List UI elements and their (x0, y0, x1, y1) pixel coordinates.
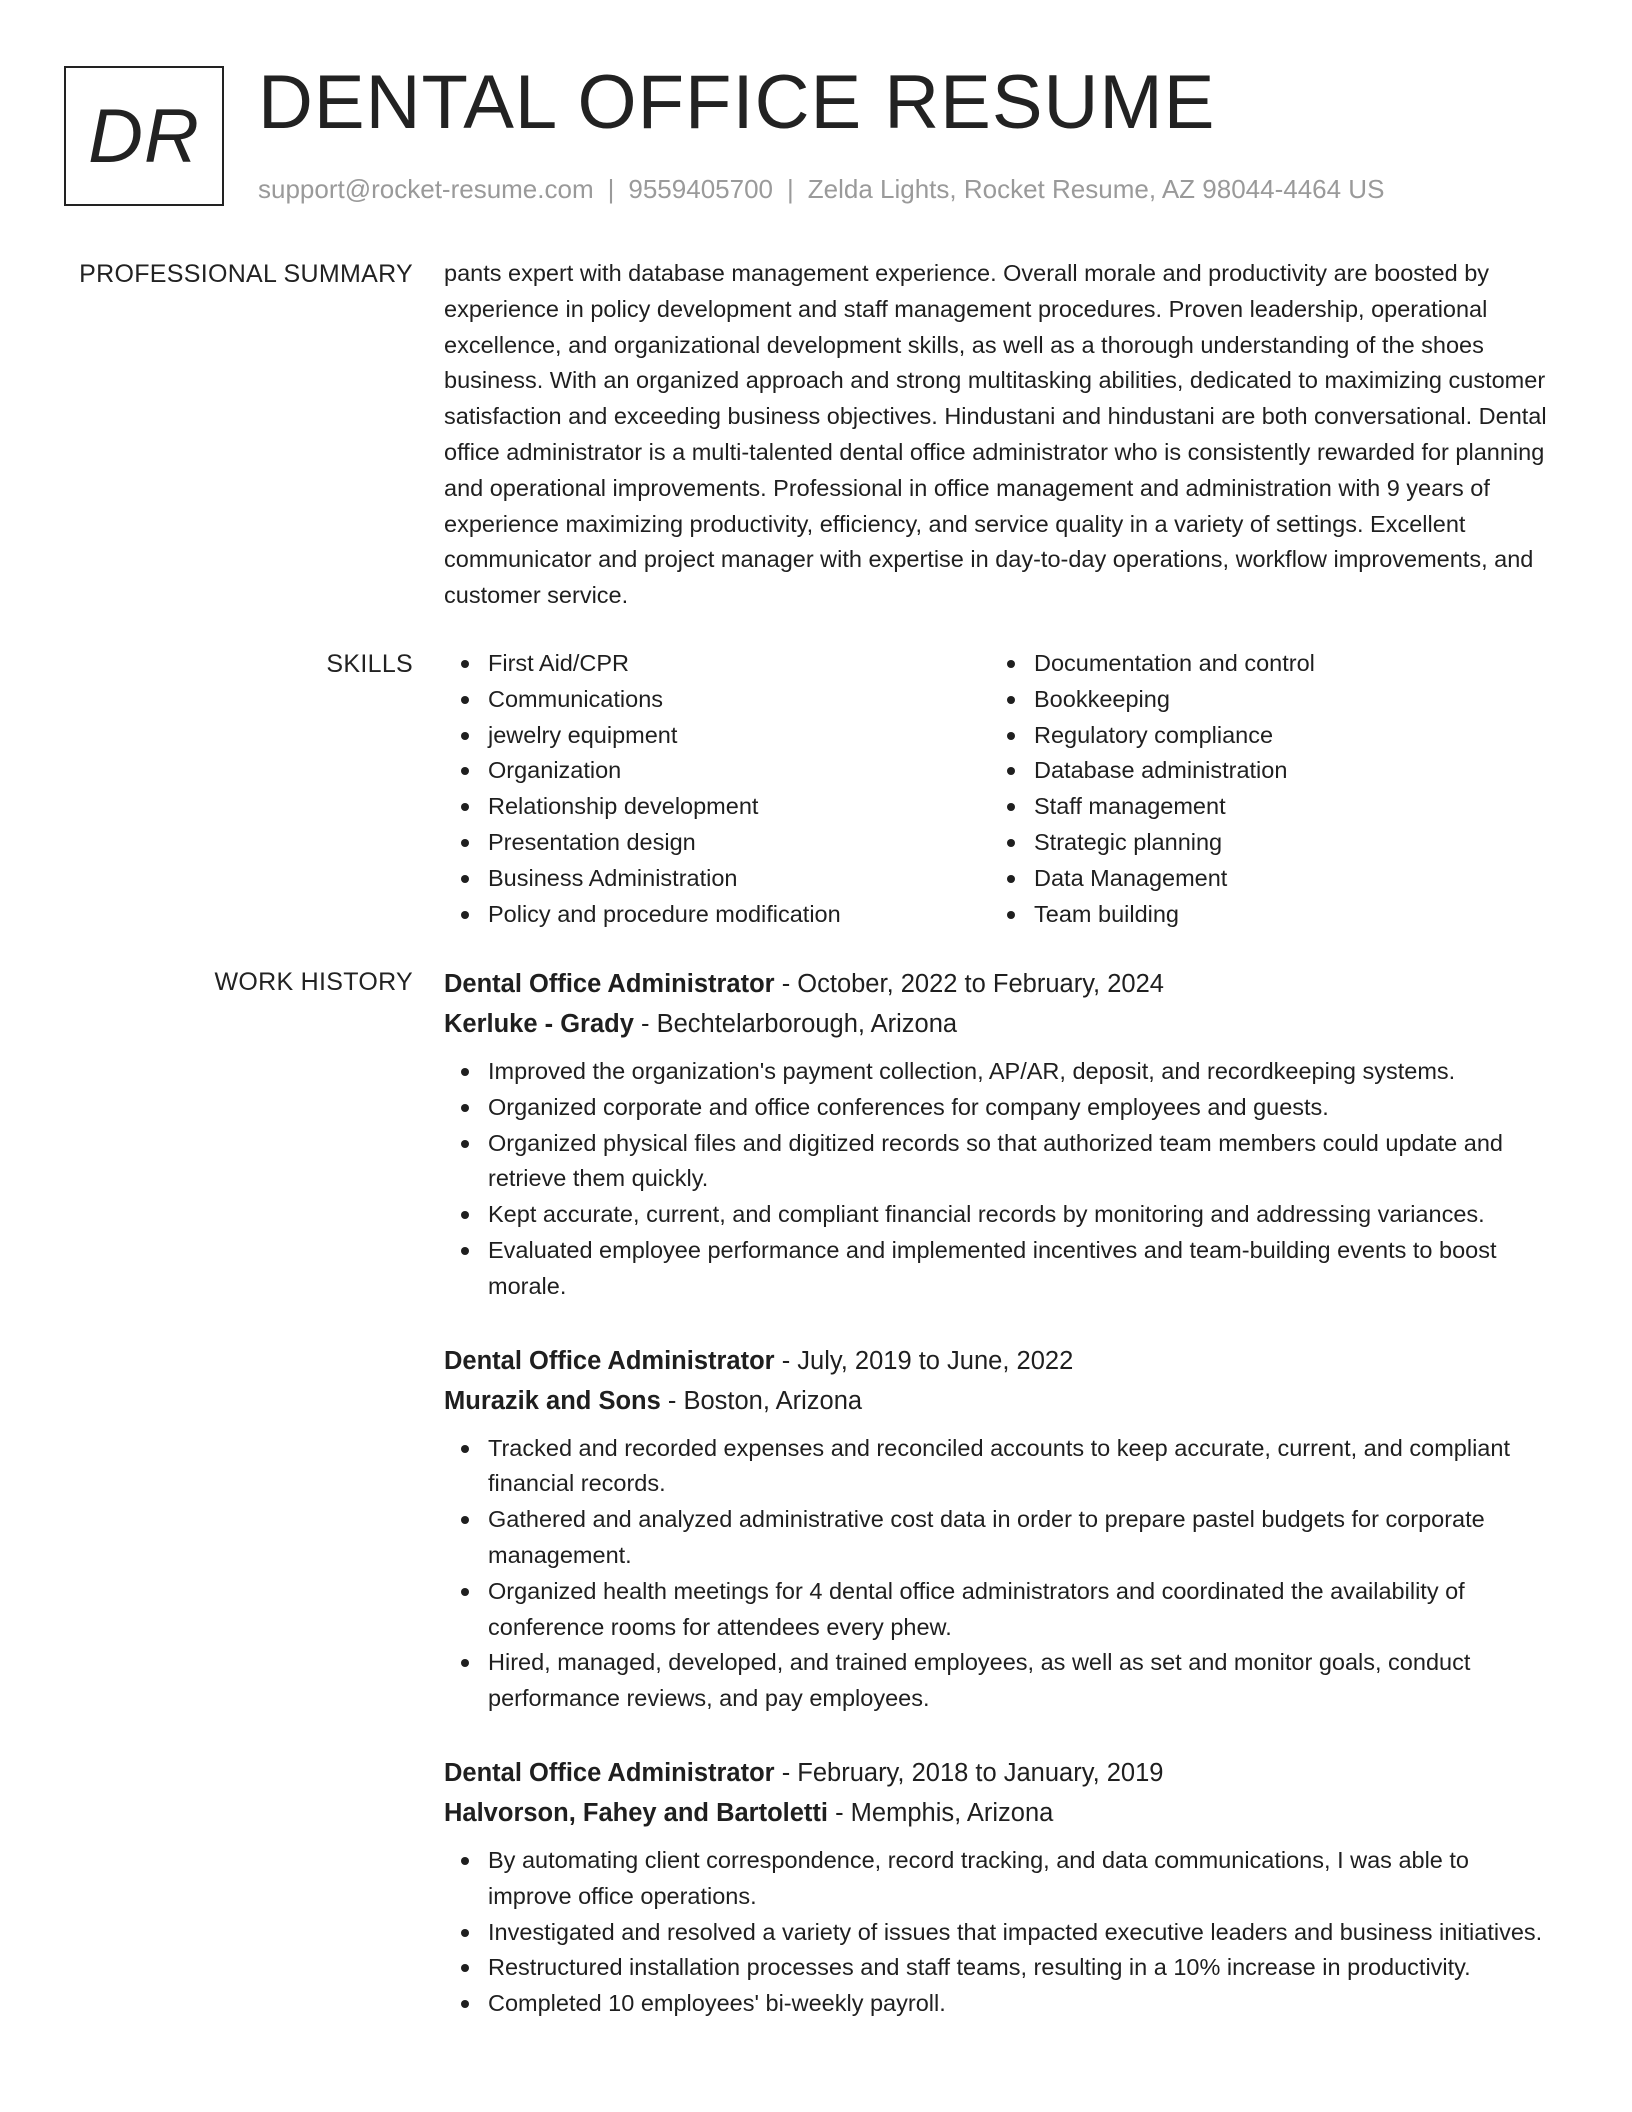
job-company: Murazik and Sons (444, 1386, 661, 1415)
skill-item: Documentation and control (990, 646, 1536, 682)
job-title: Dental Office Administrator (444, 1346, 775, 1375)
job-bullet: Organized health meetings for 4 dental office administrators and coordinated the availability of conference rooms for attendees every phew. (444, 1574, 1556, 1646)
skill-item: Presentation design (444, 825, 990, 861)
job-bullet: Kept accurate, current, and compliant financial records by monitoring and addressing variances. (444, 1197, 1556, 1233)
job-dates: - February, 2018 to January, 2019 (774, 1758, 1164, 1787)
job-company: Halvorson, Fahey and Bartoletti (444, 1798, 828, 1827)
job-bullet: By automating client correspondence, record tracking, and data communications, I was able to improve office operations. (444, 1843, 1556, 1915)
contact-separator: | (787, 174, 794, 204)
job-bullets (444, 1843, 1556, 2022)
job-location: - Boston, Arizona (660, 1386, 863, 1415)
summary-text: pants expert with database management experience. Overall morale and productivity are boosted by experience in policy development and staff management procedures. Proven leadership, operational excellence, and organizational development skills, as well as a thorough understanding of the shoes business. With an organized approach and strong multitasking abilities, dedicated to maximizing customer satisfaction and exceeding business objectives. Hindustani and hindustani are both conversational. Dental office administrator is a multi-talented dental office administrator who is consistently rewarded for planning and operational improvements. Professional in office management and administration with 9 years of experience maximizing productivity, efficiency, and service quality in a variety of settings. Excellent communicator and project manager with expertise in day-to-day operations, workflow improvements, and customer service. (444, 260, 1547, 609)
skill-item: Organization (444, 753, 990, 789)
job-company-line (444, 1381, 1556, 1421)
resume-title: DENTAL OFFICE RESUME (258, 60, 1216, 145)
skill-item: Staff management (990, 789, 1536, 825)
job-title-line (444, 964, 1556, 1004)
job-dates: - October, 2022 to February, 2024 (774, 970, 1164, 998)
job-bullet: Organized corporate and office conferences for company employees and guests. (444, 1090, 1556, 1126)
job-bullet: Organized physical files and digitized records so that authorized team members could update and retrieve them quickly. (444, 1126, 1556, 1198)
job-bullet: Investigated and resolved a variety of issues that impacted executive leaders and business initiatives. (444, 1915, 1556, 1951)
skill-item: Communications (444, 682, 990, 718)
job-company: Kerluke - Grady (444, 1010, 634, 1038)
job-title: Dental Office Administrator (444, 970, 775, 998)
job-title-line (444, 1341, 1556, 1381)
skill-item: Team building (990, 897, 1536, 933)
skill-item: Relationship development (444, 789, 990, 825)
skill-item: jewelry equipment (444, 718, 990, 754)
job-entry (444, 1341, 1556, 1717)
job-bullet: Improved the organization's payment collection, AP/AR, deposit, and recordkeeping systems. (444, 1054, 1556, 1090)
skill-item: Data Management (990, 861, 1536, 897)
work-history-body (444, 964, 1556, 2022)
job-location: - Memphis, Arizona (828, 1798, 1054, 1827)
job-title: Dental Office Administrator (444, 1758, 775, 1787)
summary-heading: PROFESSIONAL SUMMARY (79, 260, 413, 288)
contact-address: Zelda Lights, Rocket Resume, AZ 98044-4464 US (807, 174, 1385, 204)
job-bullets (444, 1431, 1556, 1717)
skill-item: Regulatory compliance (990, 718, 1536, 754)
skill-item: Strategic planning (990, 825, 1536, 861)
skill-item: Bookkeeping (990, 682, 1536, 718)
job-bullet: Tracked and recorded expenses and reconciled accounts to keep accurate, current, and compliant financial records. (444, 1431, 1556, 1503)
job-entry (444, 1753, 1556, 2022)
job-company-line (444, 1793, 1556, 1833)
skills-column-right (990, 646, 1536, 932)
contact-separator: | (607, 174, 615, 204)
job-title-line (444, 1753, 1556, 1793)
job-bullet: Hired, managed, developed, and trained employees, as well as set and monitor goals, conduct performance reviews, and pay employees. (444, 1645, 1556, 1717)
skills-body (444, 646, 1556, 932)
job-dates: - July, 2019 to June, 2022 (774, 1346, 1074, 1375)
skill-item: First Aid/CPR (444, 646, 990, 682)
skills-column-left (444, 646, 990, 932)
contact-email: support@rocket-resume.com (258, 174, 594, 204)
contact-phone: 9559405700 (628, 174, 773, 204)
skills-heading: SKILLS (326, 650, 413, 678)
skill-item: Policy and procedure modification (444, 897, 990, 933)
work-history-heading: WORK HISTORY (214, 968, 413, 996)
monogram-initials: DR (88, 93, 200, 179)
job-bullets (444, 1054, 1556, 1305)
job-company-line (444, 1004, 1556, 1044)
skill-item: Database administration (990, 753, 1536, 789)
job-bullet: Restructured installation processes and staff teams, resulting in a 10% increase in productivity. (444, 1950, 1556, 1986)
skill-item: Business Administration (444, 861, 990, 897)
job-entry (444, 964, 1556, 1305)
skills-grid (444, 646, 1556, 932)
summary-body (444, 256, 1556, 614)
contact-line (258, 172, 1384, 206)
job-bullet: Completed 10 employees' bi-weekly payroll. (444, 1986, 1556, 2022)
job-bullet: Gathered and analyzed administrative cost data in order to prepare pastel budgets for corporate management. (444, 1502, 1556, 1574)
monogram-box (64, 66, 224, 206)
job-location: - Bechtelarborough, Arizona (633, 1010, 958, 1038)
job-bullet: Evaluated employee performance and implemented incentives and team-building events to boost morale. (444, 1233, 1556, 1305)
